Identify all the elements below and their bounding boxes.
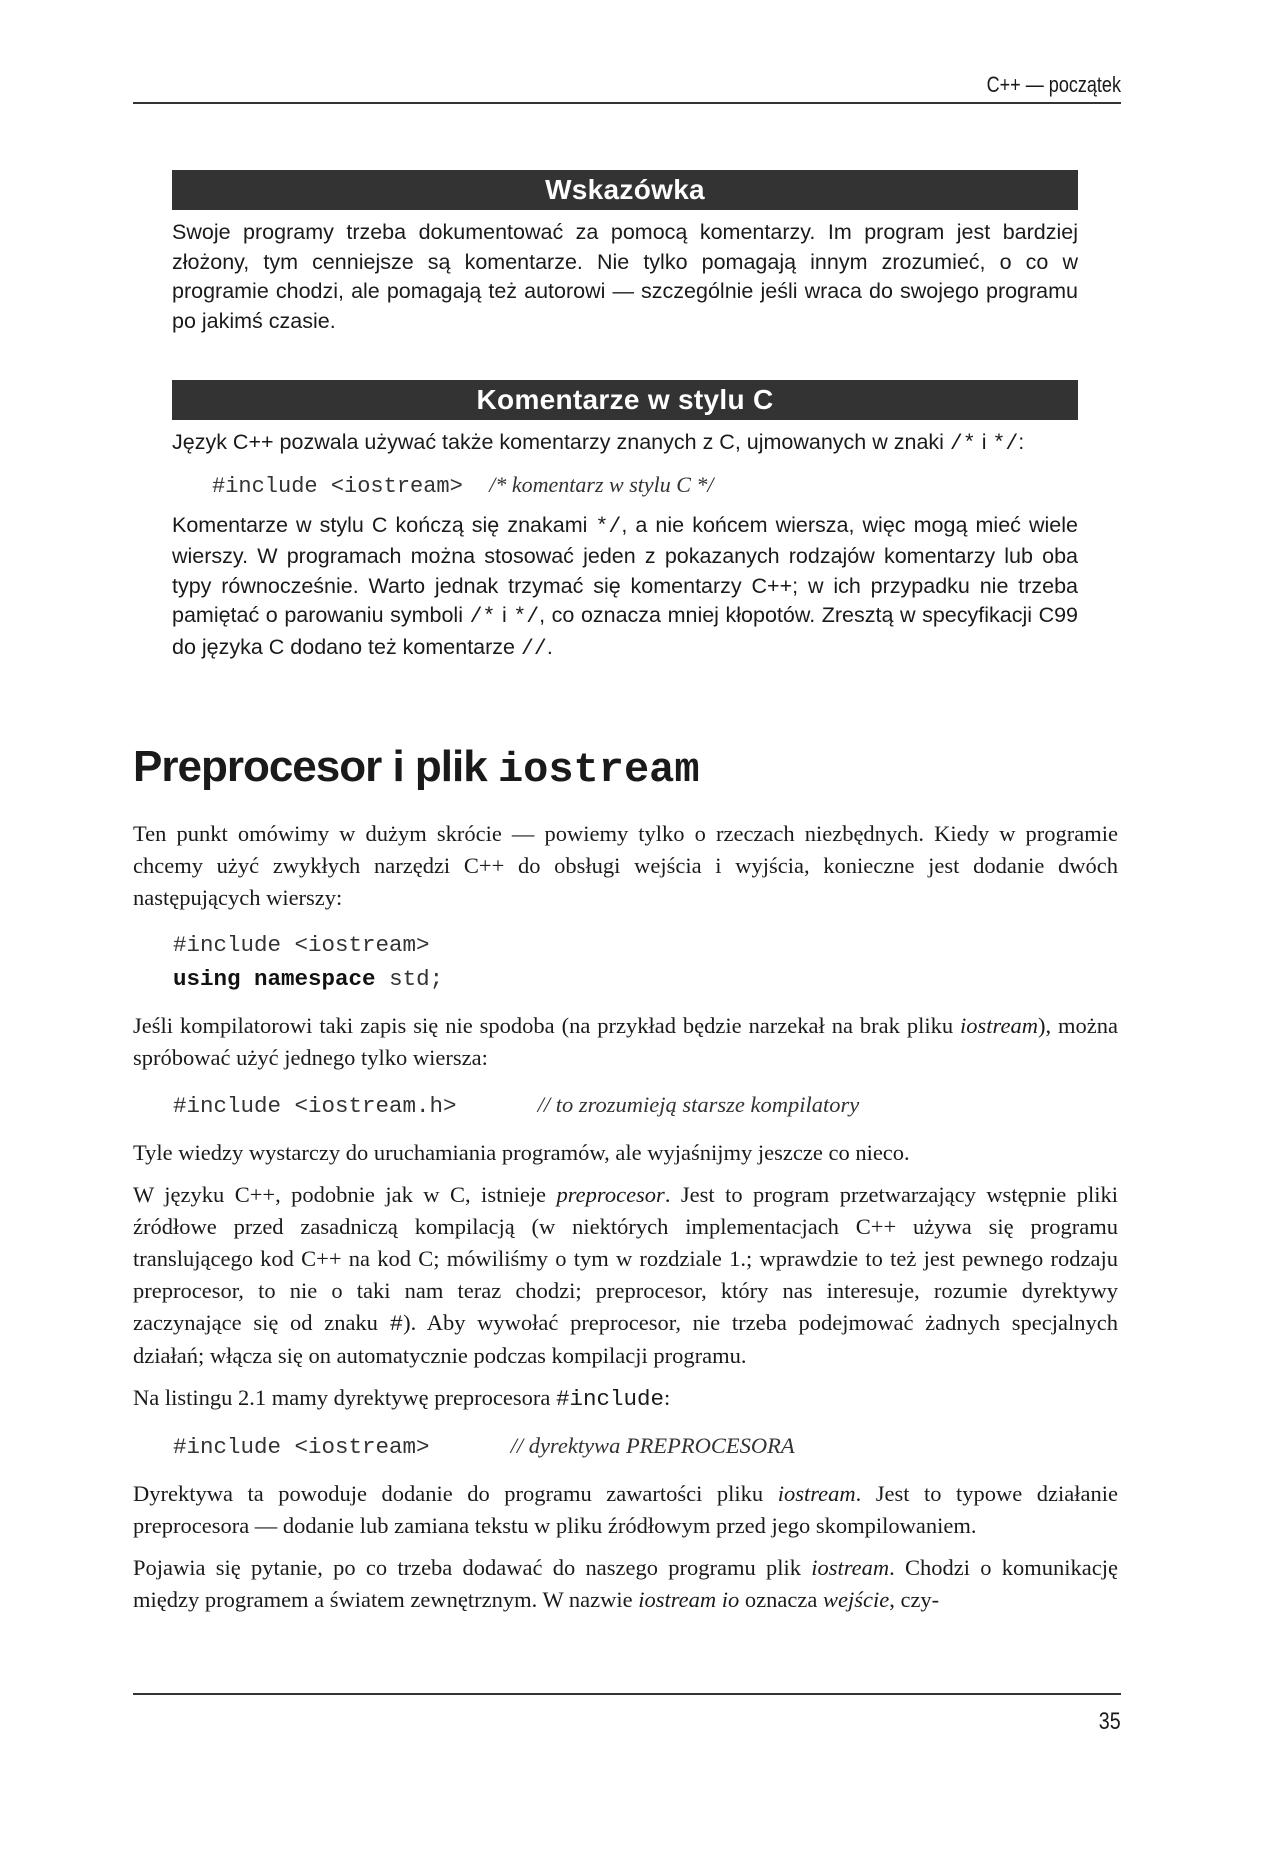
text-part: W języku C++, podobnie jak w C, istnieje bbox=[133, 1182, 547, 1207]
text-part: Na listingu 2.1 mamy dyrektywę preprocesora bbox=[133, 1385, 551, 1410]
text-part: ). Aby wywołać preprocesor, nie trzeba podejmować żadnych specjalnych działań; włącza się on automatycznie podczas kompilacji programu. bbox=[133, 1310, 1118, 1368]
explanation-code: */ bbox=[595, 514, 622, 539]
code-line bbox=[173, 962, 1118, 996]
c-style-example bbox=[212, 472, 1078, 499]
paragraph bbox=[133, 1179, 1118, 1372]
code-line bbox=[173, 1088, 1118, 1123]
intro-code-close: */ bbox=[992, 432, 1019, 456]
paragraph: Tyle wiedzy wystarczy do uruchamiania programów, ale wyjaśnijmy jeszcze co nieco. bbox=[133, 1140, 910, 1165]
text-part: , czy- bbox=[889, 1587, 940, 1612]
intro-end: : bbox=[1018, 430, 1025, 454]
code-line bbox=[173, 1429, 1118, 1464]
text-part: oznacza bbox=[744, 1587, 818, 1612]
hint-box bbox=[172, 170, 1078, 336]
code-comment: // dyrektywa PREPROCESORA bbox=[510, 1433, 795, 1458]
explanation-part: Komentarze w stylu C kończą się znakami bbox=[172, 512, 588, 537]
code-block-includes bbox=[173, 928, 1118, 996]
text-part: Dyrektywa ta powoduje dodanie do programu zawartości pliku bbox=[133, 1481, 764, 1506]
italic-term: iostream bbox=[777, 1481, 856, 1506]
hint-box-title: Wskazówka bbox=[172, 170, 1078, 210]
italic-term: wejście bbox=[822, 1587, 890, 1612]
keyword: using bbox=[173, 966, 241, 992]
italic-term: iostream bbox=[960, 1013, 1038, 1038]
paragraph bbox=[133, 1478, 1118, 1542]
explanation-code: /* bbox=[469, 605, 496, 629]
intro-text: Język C++ pozwala używać także komentarzy znanych z C, ujmowanych w znaki bbox=[172, 430, 944, 454]
running-head: C++ — początek bbox=[986, 72, 1121, 97]
text-part: ), można spróbować użyć jednego tylko wiersza: bbox=[133, 1013, 1119, 1070]
paragraph bbox=[133, 1382, 1118, 1415]
explanation-part: i bbox=[501, 603, 507, 627]
italic-term: iostream bbox=[811, 1555, 890, 1580]
text-part: Pojawia się pytanie, po co trzeba dodawać do naszego programu plik bbox=[133, 1555, 801, 1580]
explanation-part: , co oznacza mniej kłopotów. Zresztą w specyfikacji C99 do języka C dodano też komentarze bbox=[172, 603, 1079, 659]
inline-code: #include bbox=[556, 1386, 665, 1412]
c-style-intro bbox=[172, 428, 1078, 460]
code-block-old-include bbox=[173, 1088, 1118, 1123]
code-text: std; bbox=[389, 966, 444, 992]
intro-code-open: /* bbox=[949, 432, 976, 456]
italic-term: iostream io bbox=[638, 1587, 740, 1612]
italic-term: preprocesor bbox=[556, 1182, 665, 1207]
c-style-comments-box bbox=[172, 380, 1078, 664]
explanation-part: . bbox=[546, 634, 553, 659]
section-title-code: iostream bbox=[497, 746, 700, 794]
header-rule bbox=[133, 102, 1121, 104]
text-part: . Jest to typowe działanie preprocesora — dodanie lub zamiana tekstu w pliku źródłowym przed jego skompilowaniem. bbox=[133, 1481, 1118, 1538]
code-line: #include <iostream> bbox=[173, 932, 430, 958]
explanation-code: // bbox=[521, 636, 547, 661]
code-block-directive bbox=[173, 1429, 1118, 1464]
paragraph bbox=[133, 1010, 1118, 1074]
page-number: 35 bbox=[1099, 1708, 1121, 1735]
example-comment: /* komentarz w stylu C */ bbox=[489, 471, 714, 497]
footer-rule bbox=[133, 1693, 1121, 1695]
text-part: Jeśli kompilatorowi taki zapis się nie spodoba (na przykład będzie narzekał na brak pliku bbox=[133, 1013, 954, 1038]
text-part: : bbox=[664, 1385, 671, 1410]
code-comment: // to zrozumieją starsze kompilatory bbox=[537, 1092, 860, 1117]
body-text bbox=[133, 818, 1118, 1626]
keyword: namespace bbox=[254, 966, 376, 992]
explanation-code: */ bbox=[513, 605, 540, 629]
text-part: . Chodzi o komunikację między programem a światem zewnętrznym. W nazwie bbox=[133, 1555, 1118, 1612]
intro-and: i bbox=[981, 430, 987, 454]
section-title bbox=[133, 742, 700, 794]
code-text: #include <iostream> bbox=[173, 1434, 430, 1460]
section-title-text: Preprocesor i plik bbox=[133, 742, 487, 791]
hint-box-text: Swoje programy trzeba dokumentować za pomocą komentarzy. Im program jest bardziej złożony, tym cenniejsze są komentarze. Nie tylko pomagają innym zrozumieć, o co w programie chodzi, ale pomagają też autorowi — szczególnie jeśli wraca do swojego programu po jakimś czasie. bbox=[172, 220, 1078, 333]
inline-code: # bbox=[389, 1311, 404, 1337]
code-text: #include <iostream.h> bbox=[173, 1093, 457, 1119]
text-part: . Jest to program przetwarzający wstępnie pliki źródłowe przed zasadniczą kompilacją (w niektórych implementacjach C++ używa się programu translującego kod C++ na kod C; mówiliśmy o tym w rozdziale 1.; wprawdzie to też jest pewnego rodzaju preprocesor, to nie o taki nam teraz chodzi; preprocesor, który nas interesuje, rozumie dyrektywy zaczynające się od znaku bbox=[133, 1182, 1118, 1335]
c-style-explanation bbox=[172, 511, 1078, 665]
explanation-part: , a nie końcem wiersza, więc mogą mieć wiele wierszy. W programach można stosować jeden z pokazanych rodzajów komentarzy lub oba typy równocześnie. Warto jednak trzymać się komentarzy C++; w ich przypadku nie trzeba pamiętać o parowaniu symboli bbox=[172, 512, 1078, 627]
example-code: #include <iostream> bbox=[212, 473, 463, 499]
paragraph: Ten punkt omówimy w dużym skrócie — powiemy tylko o rzeczach niezbędnych. Kiedy w programie chcemy użyć zwykłych narzędzi C++ do obsługi wejścia i wyjścia, konieczne jest dodanie dwóch następujących wierszy: bbox=[133, 821, 1118, 910]
c-style-box-title: Komentarze w stylu C bbox=[172, 380, 1078, 420]
paragraph bbox=[133, 1552, 1118, 1616]
